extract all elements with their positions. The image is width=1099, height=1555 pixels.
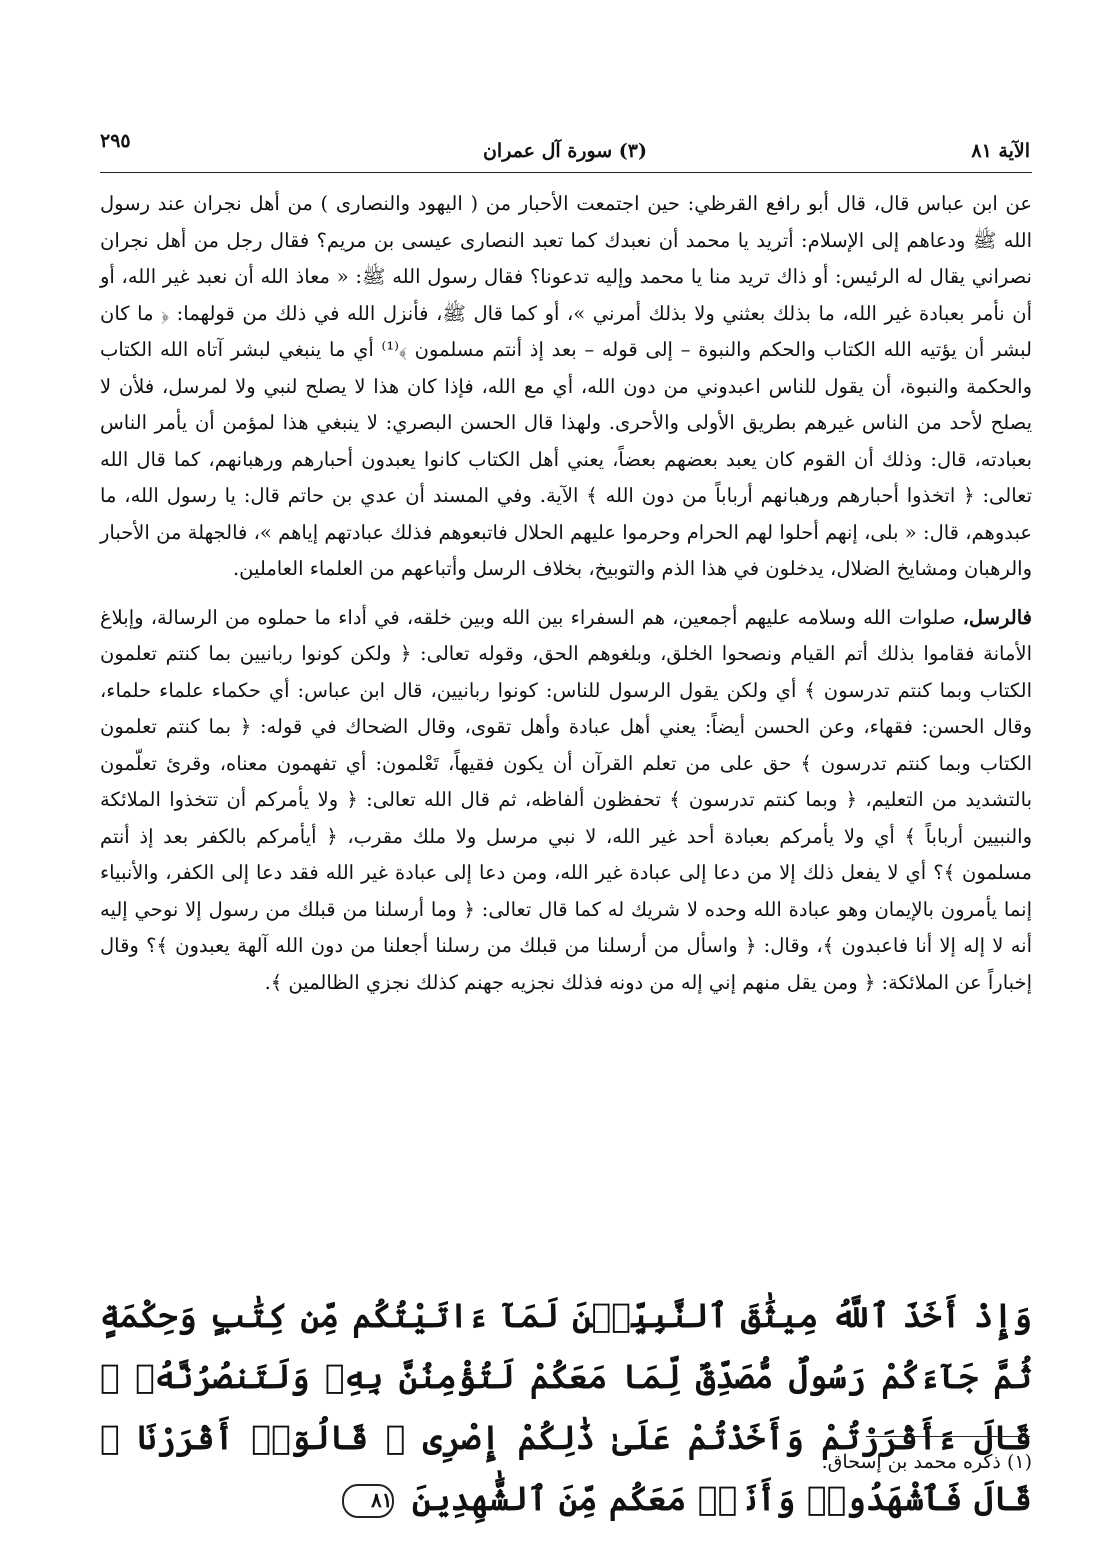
paragraph-lead-word: فالرسل، — [962, 605, 1032, 629]
verse-reference: الآية ٨١ — [971, 140, 1030, 162]
verse-text: وَإِذْ أَخَذَ ٱللَّهُ مِيثَٰقَ ٱلنَّبِيِّـۧنَ لَمَآ ءَاتَيْتُكُم مِّن كِتَٰبٍ وَحِكْمَةٍ ثُمَّ جَآءَكُمْ رَسُولٌ مُّصَدِّقٌ لِّمَا مَعَكُمْ لَتُؤْمِنُنَّ بِهِۦ وَلَتَنصُرُنَّهُۥ ۚ قَالَ ءَأَقْرَرْتُمْ وَأَخَذْتُمْ عَلَىٰ ذَٰلِكُمْ إِصْرِى ۖ قَالُوٓا۟ أَقْرَرْنَا ۚ قَالَ فَٱشْهَدُوا۟ وَأَنَا۠ مَعَكُم مِّنَ ٱلشَّٰهِدِينَ — [100, 1296, 1032, 1518]
footnote-divider — [866, 1436, 1030, 1437]
paragraph — [100, 186, 1032, 588]
footnote — [100, 1444, 1032, 1480]
paragraph-text: صلوات الله وسلامه عليهم أجمعين، هم السفراء بين الله وبين خلقه، في أداء ما حملوه من الرسالة، وإبلاغ الأمانة فقاموا بذلك أتم القيام ونصحوا الخلق، وبلغوهم الحق، وقوله تعالى: ﴿ ولكن كونوا ربانيين بما كنتم تعلمون الكتاب وبما كنتم تدرسون ﴾ أي ولكن يقول الرسول للناس: كونوا ربانيين، قال ابن عباس: أي حكماء علماء حلماء، وقال الحسن: فقهاء، وعن الحسن أيضاً: يعني أهل عبادة وأهل تقوى، وقال الضحاك في قوله: ﴿ بما كنتم تعلمون الكتاب وبما كنتم تدرسون ﴾ حق على من تعلم القرآن أن يكون فقيهاً، تَعْلمون: أي تفهمون معناه، وقرئ تعلّمون بالتشديد من التعليم، ﴿ وبما كنتم تدرسون ﴾ تحفظون ألفاظه، ثم قال الله تعالى: ﴿ ولا يأمركم أن تتخذوا الملائكة والنبيين أرباباً ﴾ أي ولا يأمركم بعبادة أحد غير الله، لا نبي مرسل ولا ملك مقرب، ﴿ أيأمركم بالكفر بعد إذ أنتم مسلمون ﴾؟ أي لا يفعل ذلك إلا من دعا إلى عبادة غير الله، ومن دعا إلى عبادة غير الله فقد دعا إلى الكفر، والأنبياء إنما يأمرون بالإيمان وهو عبادة الله وحده لا شريك له كما قال تعالى: ﴿ وما أرسلنا من قبلك من رسول إلا نوحي إليه أنه لا إله إلا أنا فاعبدون ﴾، وقال: ﴿ واسأل من أرسلنا من قبلك من رسلنا أجعلنا من دون الله آلهة يعبدون ﴾؟ وقال إخباراً عن الملائكة: ﴿ ومن يقل منهم إني إله من دونه فذلك نجزيه جهنم كذلك نجزي الظالمين ﴾. — [100, 605, 1032, 994]
footnote-text: ذكره محمد بن إسحاق. — [821, 1451, 1001, 1473]
footnote-marker: (١) — [1006, 1451, 1032, 1473]
header-divider — [100, 172, 1032, 173]
page-header — [100, 130, 1030, 170]
surah-title: (٣) سورة آل عمران — [482, 140, 648, 162]
paragraph-text: عن ابن عباس قال، قال أبو رافع القرظي: حين اجتمعت الأحبار من ( اليهود والنصارى ) من أهل نجران عند رسول الله ﷺ ودعاهم إلى الإسلام: أتريد يا محمد أن نعبدك كما تعبد النصارى عيسى بن مريم؟ فقال رجل من أهل نجران نصراني يقال له الرئيس: أو ذاك تريد منا يا محمد وإليه تدعونا؟ فقال رسول الله ﷺ: « معاذ الله أن نعبد غير الله، أو أن نأمر بعبادة غير الله، ما بذلك بعثني ولا بذلك أمرني »، أو كما قال ﷺ، فأنزل الله في ذلك من قولهما: ﴿ ما كان لبشر أن يؤتيه الله الكتاب والحكم والنبوة – إلى قوله – بعد إذ أنتم مسلمون ﴾⁽¹⁾ أي ما ينبغي لبشر آتاه الله الكتاب والحكمة والنبوة، أن يقول للناس اعبدوني من دون الله، أي مع الله، فإذا كان هذا لا يصلح لنبي ولا لمرسل، فلأن لا يصلح لأحد من الناس غيرهم بطريق الأولى والأحرى. ولهذا قال الحسن البصري: لا ينبغي هذا لمؤمن أن يأمر الناس بعبادته، قال: وذلك أن القوم كان يعبد بعضهم بعضاً، يعني أهل الكتاب كانوا يعبدون أحبارهم ورهبانهم، كما قال الله تعالى: ﴿ اتخذوا أحبارهم ورهبانهم أرباباً من دون الله ﴾ الآية. وفي المسند أن عدي بن حاتم قال: يا رسول الله، ما عبدوهم، قال: « بلى، إنهم أحلوا لهم الحرام وحرموا عليهم الحلال فاتبعوهم فذلك عبادتهم إياهم »، فالجهلة من الأحبار والرهبان ومشايخ الضلال، يدخلون في هذا الذم والتوبيخ، بخلاف الرسل وأتباعهم من العلماء العاملين. — [100, 192, 1032, 580]
paragraph — [100, 600, 1032, 1002]
commentary-text — [100, 186, 1032, 1001]
ayah-number-marker: ٨١ — [342, 1484, 394, 1518]
page-number: ٢٩٥ — [100, 130, 131, 152]
quran-verse — [100, 1285, 1032, 1529]
